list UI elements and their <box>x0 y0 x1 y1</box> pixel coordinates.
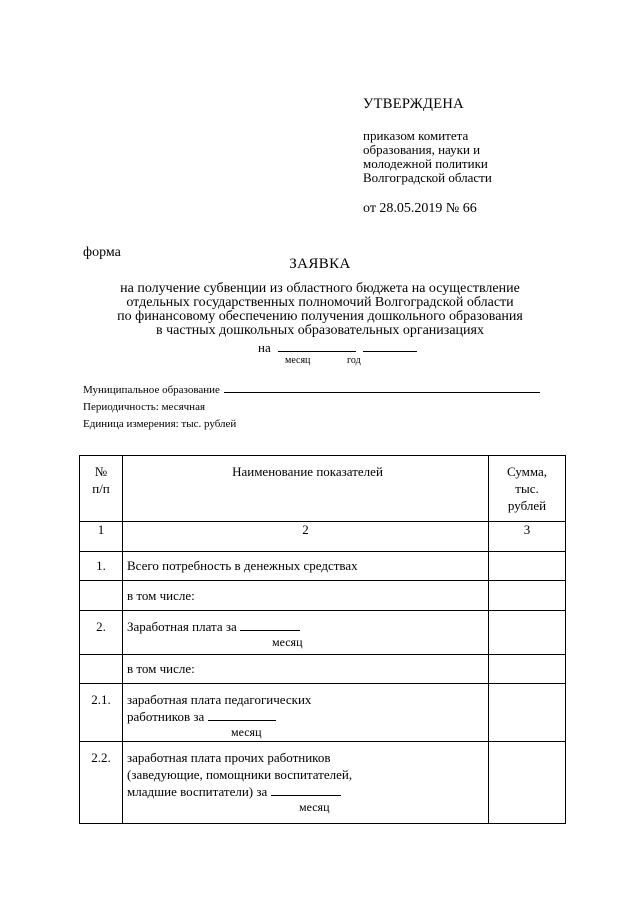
row-num: 2.1. <box>91 692 111 707</box>
document-title: ЗАЯВКА <box>289 256 351 272</box>
subtitle-line: по финансовому обеспечению получения дошкольного образования <box>117 309 523 324</box>
request-table <box>79 455 566 824</box>
document-subtitle <box>0 282 640 338</box>
month-caption: месяц <box>272 635 303 649</box>
subtitle-line: в частных дошкольных образовательных организациях <box>156 323 484 338</box>
header-name-cell <box>123 456 489 522</box>
row-num <box>80 581 123 611</box>
column-number: 3 <box>489 522 566 552</box>
year-caption: год <box>347 355 361 366</box>
approval-title: УТВЕРЖДЕНА <box>363 96 464 112</box>
approval-block <box>363 96 613 217</box>
table-row <box>80 684 566 742</box>
row-num-cell <box>80 611 123 655</box>
row-text: Всего потребность в денежных средствах <box>123 552 489 581</box>
approval-order-text <box>363 129 613 185</box>
year-blank[interactable] <box>363 341 417 352</box>
header-sum-cell <box>489 456 566 522</box>
meta-block <box>83 381 540 433</box>
row-text-block <box>127 611 488 649</box>
approval-order-line: приказом комитета <box>363 128 469 143</box>
period-prefix: на <box>258 340 271 355</box>
row-text-cell <box>123 742 489 824</box>
municipality-line <box>83 381 540 399</box>
row-sum-cell[interactable] <box>489 552 566 581</box>
row-text: в том числе: <box>123 655 489 684</box>
column-number: 1 <box>80 522 123 552</box>
table-row <box>80 742 566 824</box>
row-text-block <box>127 684 488 739</box>
header-sum: Сумма, тыс. рублей <box>506 464 548 513</box>
month-caption: месяц <box>231 725 262 739</box>
table-row <box>80 581 566 611</box>
month-caption: месяц <box>285 355 311 366</box>
form-label: форма <box>83 245 121 260</box>
header-num: № п/п <box>92 464 110 496</box>
table-header-row <box>80 456 566 522</box>
row-num-cell <box>80 684 123 742</box>
period-line <box>258 340 417 356</box>
column-number: 2 <box>123 522 489 552</box>
row-text: Заработная плата за <box>127 619 237 634</box>
approval-order-line: молодежной политики <box>363 156 488 171</box>
row-sum-cell[interactable] <box>489 655 566 684</box>
month-caption: месяц <box>299 800 330 814</box>
column-number-row <box>80 522 566 552</box>
subtitle-line: на получение субвенции из областного бюджета на осуществление <box>120 281 520 296</box>
approval-order-line: образования, науки и <box>363 142 481 157</box>
row-num: 2. <box>96 619 106 634</box>
table-row <box>80 552 566 581</box>
row-sum-cell[interactable] <box>489 611 566 655</box>
row-num: 1. <box>80 552 123 581</box>
row-text-block <box>127 742 488 814</box>
subtitle-line: отдельных государственных полномочий Волгоградской области <box>126 295 514 310</box>
header-name: Наименование показателей <box>232 464 383 479</box>
periodicity-line: Периодичность: месячная <box>83 401 206 413</box>
municipality-blank[interactable] <box>224 381 540 393</box>
approval-date: от 28.05.2019 № 66 <box>363 201 477 216</box>
row-text-cell <box>123 611 489 655</box>
row-num-cell <box>80 742 123 824</box>
unit-line: Единица измерения: тыс. рублей <box>83 418 237 430</box>
row-sum-cell[interactable] <box>489 581 566 611</box>
month-blank[interactable] <box>240 619 300 631</box>
row-text: в том числе: <box>123 581 489 611</box>
row-sum-cell[interactable] <box>489 684 566 742</box>
row-text-cell <box>123 684 489 742</box>
row-text: заработная плата педагогических работников за <box>127 692 312 724</box>
month-blank[interactable] <box>271 784 341 796</box>
row-num <box>80 655 123 684</box>
table-row <box>80 611 566 655</box>
table-row <box>80 655 566 684</box>
municipality-label: Муниципальное образование <box>83 384 220 396</box>
approval-order-line: Волгоградской области <box>363 170 492 185</box>
row-num: 2.2. <box>91 750 111 765</box>
header-num-cell <box>80 456 123 522</box>
month-blank[interactable] <box>208 709 276 721</box>
row-sum-cell[interactable] <box>489 742 566 824</box>
month-blank[interactable] <box>278 341 356 352</box>
row-text: заработная плата прочих работников (заведующие, помощники воспитателей, младшие воспитатели) за <box>127 750 353 799</box>
